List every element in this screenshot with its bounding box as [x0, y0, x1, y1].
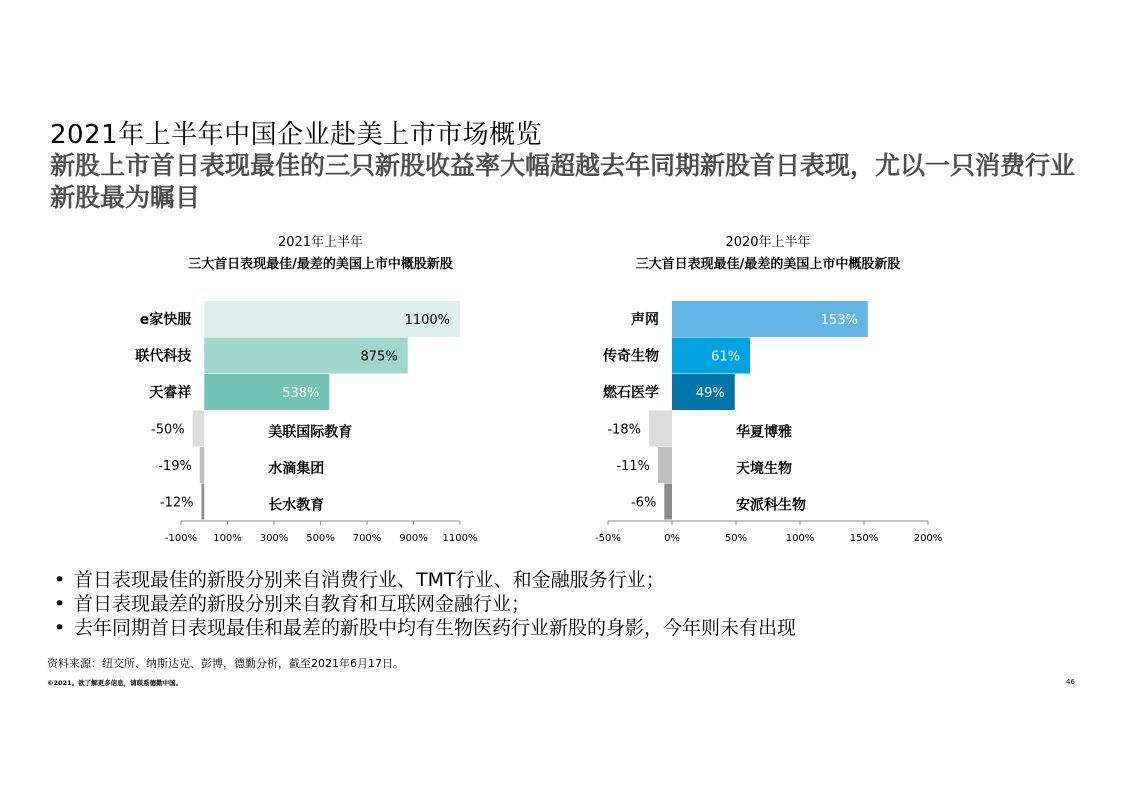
- category-label: 华夏博雅: [736, 424, 792, 441]
- data-label: 538%: [282, 386, 320, 401]
- x-tick-label: 1100%: [442, 533, 478, 544]
- category-label: e家快服: [139, 312, 192, 328]
- category-label: 美联国际教育: [268, 424, 353, 441]
- x-tick-label: 50%: [724, 533, 748, 544]
- category-label: 声网: [631, 312, 659, 328]
- category-label: 安派科生物: [736, 497, 806, 514]
- data-label: 875%: [360, 349, 398, 365]
- data-label: -11%: [616, 459, 650, 474]
- category-label: 天境生物: [736, 461, 792, 477]
- x-tick-label: 900%: [399, 533, 428, 544]
- data-label: -19%: [158, 459, 192, 474]
- chart-title: 2021年上半年: [277, 235, 364, 250]
- category-label: 燃石医学: [603, 385, 659, 401]
- x-tick-label: -100%: [164, 533, 198, 544]
- chart-subtitle: 三大首日表现最佳/最差的美国上市中概股新股: [635, 257, 901, 272]
- bar: [201, 484, 204, 520]
- chart-title: 2020年上半年: [725, 235, 811, 250]
- x-tick-label: 0%: [664, 533, 680, 544]
- page-subtitle: 新股上市首日表现最佳的三只新股收益率大幅超越去年同期新股首日表现，尤以一只消费行业新股最为瞩目: [50, 151, 1076, 212]
- bar: [649, 411, 672, 447]
- data-label: 1100%: [404, 313, 450, 328]
- x-tick-label: 500%: [306, 533, 335, 544]
- bullet-list: [50, 568, 796, 640]
- bar: [664, 484, 672, 520]
- category-label: 长水教育: [268, 497, 325, 514]
- bar: [658, 447, 672, 483]
- category-label: 传奇生物: [603, 348, 659, 365]
- bullet-item: • 首日表现最差的新股分别来自教育和互联网金融行业；: [50, 592, 796, 616]
- data-label: -18%: [607, 422, 641, 438]
- chart-2021: [100, 226, 480, 556]
- x-tick-label: 700%: [352, 533, 382, 544]
- x-tick-label: -50%: [595, 533, 621, 544]
- category-label: 水滴集团: [268, 461, 325, 477]
- x-tick-label: 100%: [785, 533, 815, 544]
- source-note: 资料来源：纽交所、纳斯达克、彭博，德勤分析，截至2021年6月17日。: [47, 657, 404, 670]
- category-label: 联代科技: [135, 348, 192, 365]
- chart-subtitle: 三大首日表现最佳/最差的美国上市中概股新股: [188, 257, 453, 272]
- chart-2020: [570, 226, 950, 556]
- x-tick-label: 100%: [213, 533, 242, 544]
- data-label: -12%: [159, 495, 194, 511]
- data-label: -50%: [151, 422, 185, 438]
- x-tick-label: 200%: [913, 533, 943, 544]
- bar: [200, 447, 204, 483]
- data-label: 49%: [695, 386, 725, 401]
- bullet-item: • 首日表现最佳的新股分别来自消费行业、TMT行业、和金融服务行业；: [50, 568, 796, 592]
- bar: [193, 411, 205, 447]
- category-label: 天睿祥: [149, 385, 192, 401]
- page-number: 46: [1066, 678, 1075, 686]
- page-title: 2021年上半年中国企业赴美上市市场概览: [50, 120, 543, 150]
- x-tick-label: 150%: [849, 533, 879, 544]
- data-label: -6%: [630, 495, 657, 511]
- data-label: 61%: [711, 349, 741, 365]
- x-tick-label: 300%: [259, 533, 289, 544]
- copyright-note: ©2021。欲了解更多信息，请联系德勤中国。: [47, 679, 183, 687]
- data-label: 153%: [820, 313, 858, 328]
- bullet-item: • 去年同期首日表现最佳和最差的新股中均有生物医药行业新股的身影，今年则未有出现: [50, 616, 796, 640]
